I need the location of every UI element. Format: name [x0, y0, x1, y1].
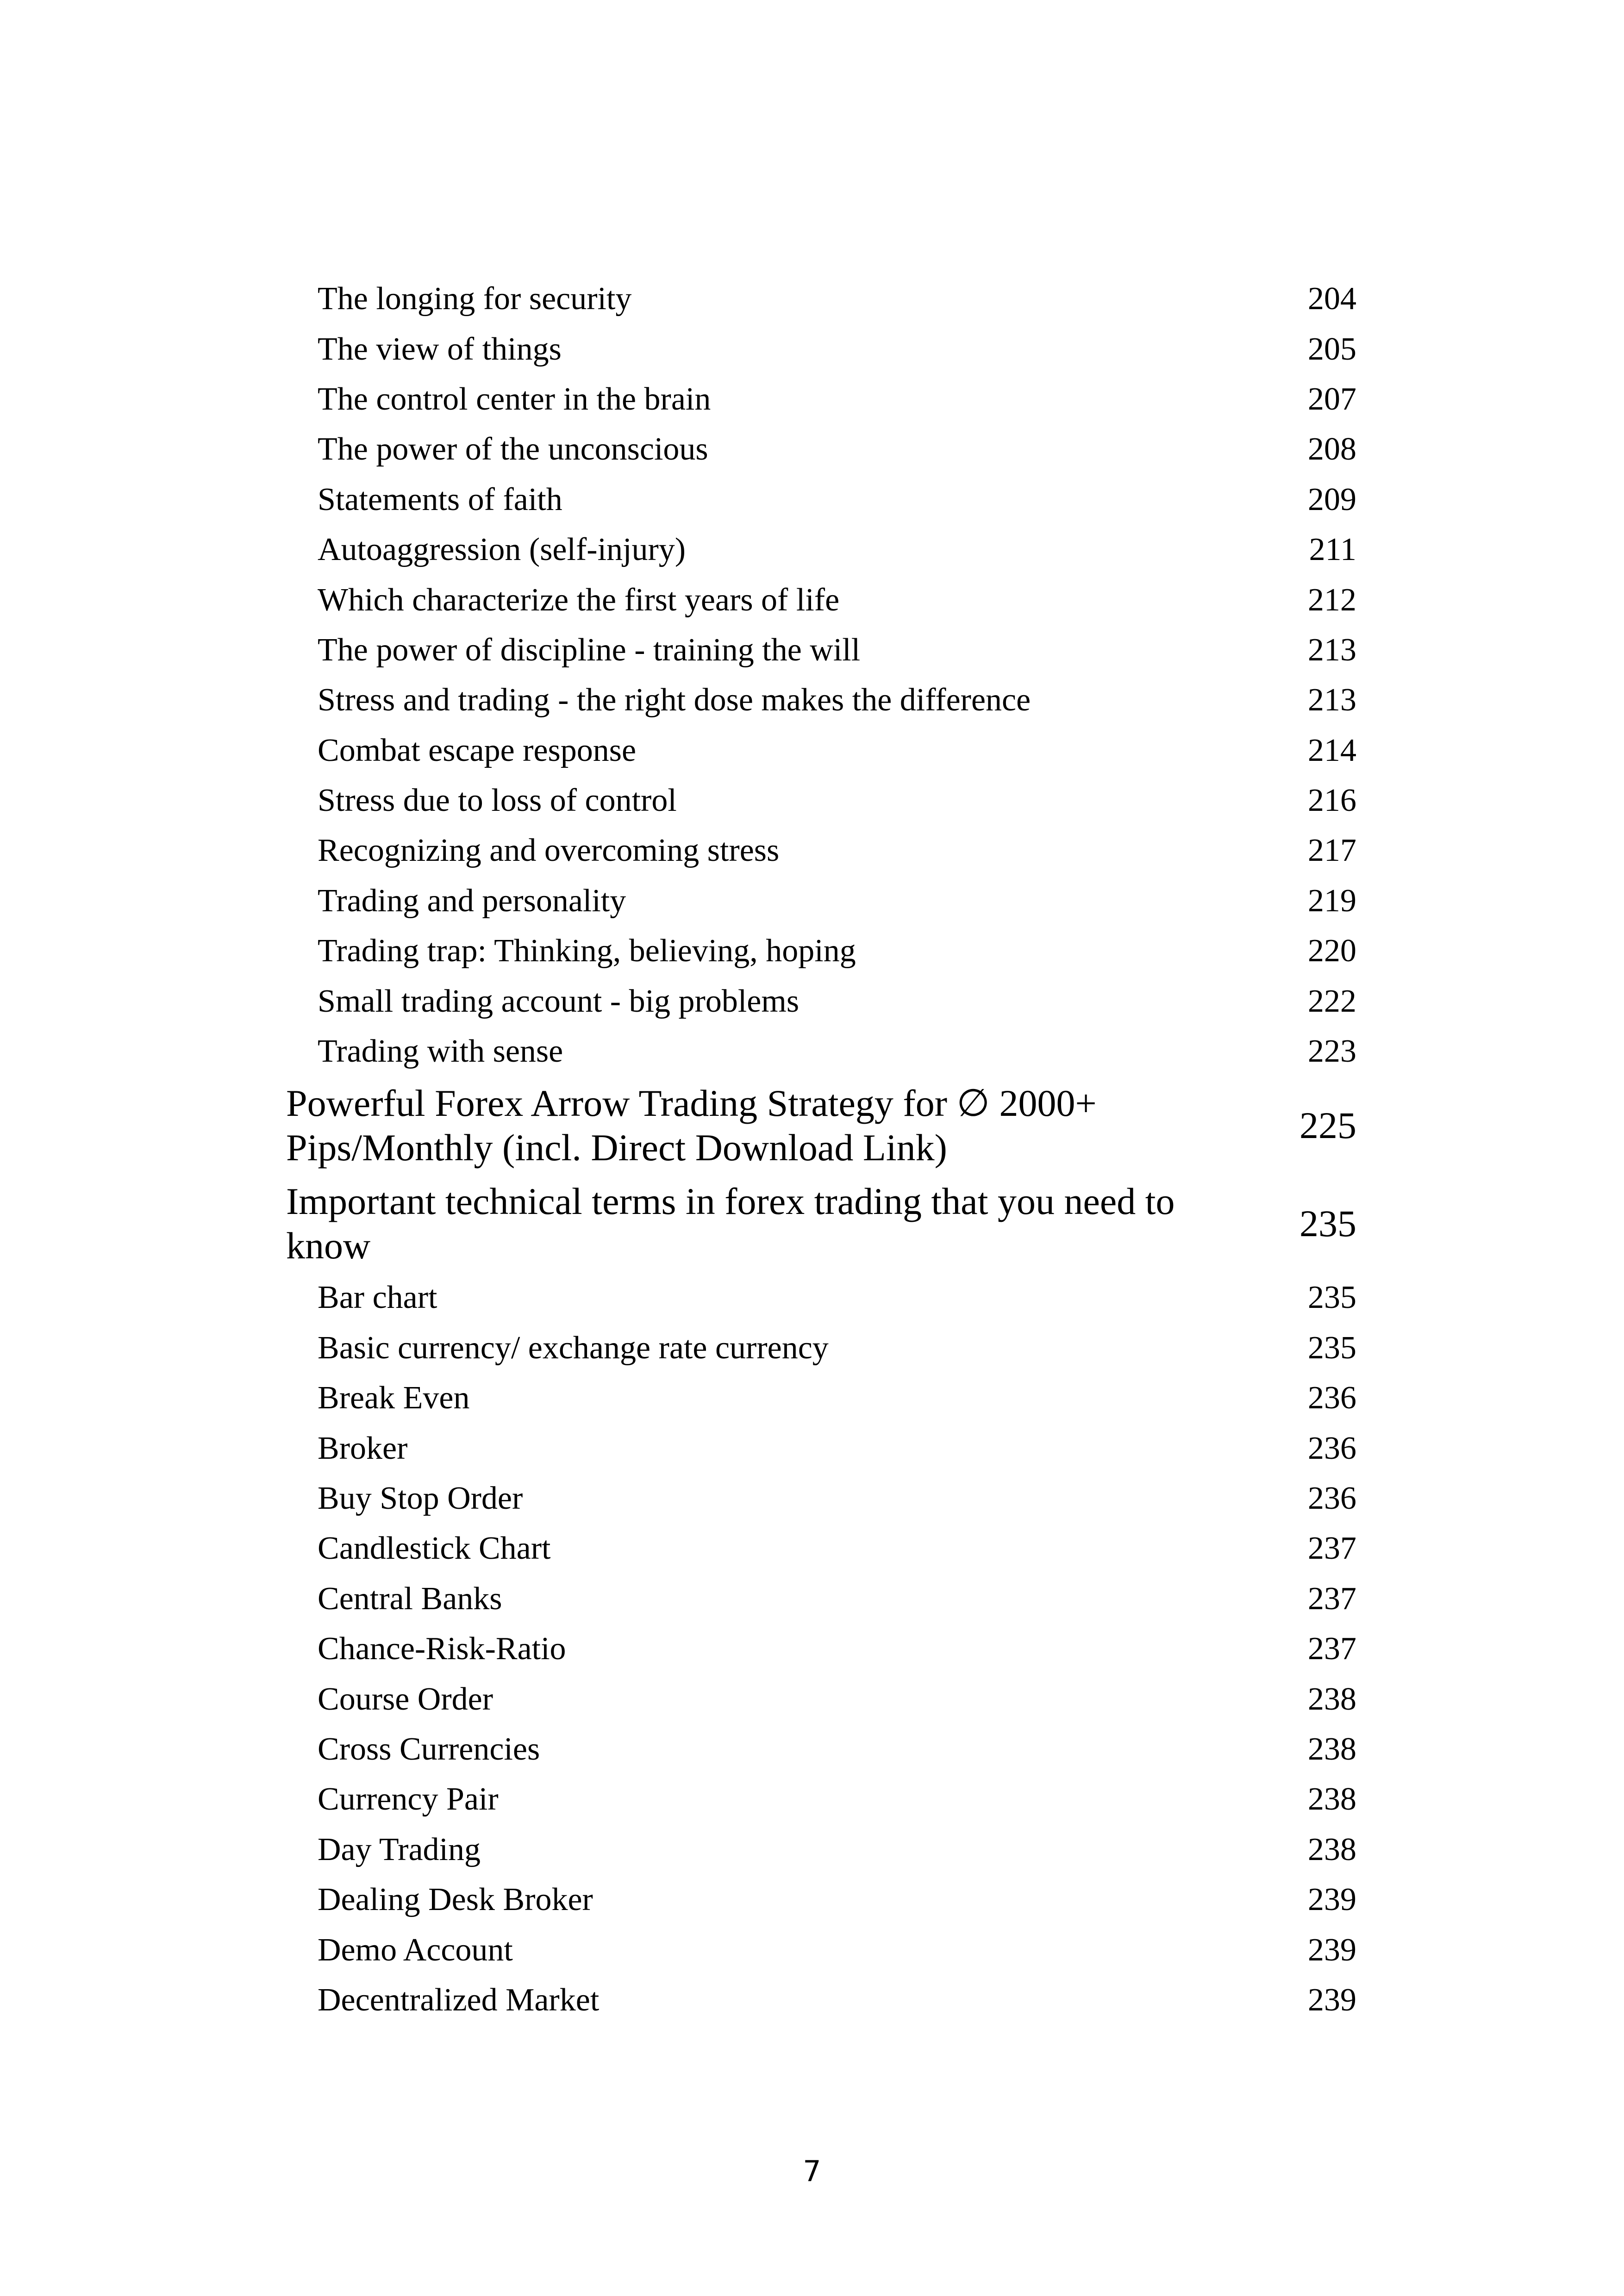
toc-entry-title: Central Banks [318, 1580, 502, 1617]
toc-entry[interactable] [286, 324, 1356, 374]
toc-chapter-page: 225 [1299, 1104, 1356, 1147]
toc-entry[interactable] [286, 1774, 1356, 1824]
toc-entry[interactable] [286, 1027, 1356, 1076]
toc-entry-page: 239 [1308, 1932, 1356, 1968]
toc-entry-title: Currency Pair [318, 1781, 499, 1817]
toc-entry-title: The power of discipline - training the will [318, 632, 861, 668]
toc-entry[interactable] [286, 675, 1356, 725]
toc-entry-title: Trading trap: Thinking, believing, hoping [318, 933, 856, 969]
toc-entry[interactable] [286, 1323, 1356, 1373]
toc-entry[interactable] [286, 625, 1356, 675]
toc-entry-page: 216 [1308, 783, 1356, 819]
table-of-contents [286, 274, 1356, 2025]
toc-entry[interactable] [286, 926, 1356, 976]
toc-entry-page: 223 [1308, 1033, 1356, 1070]
toc-entry-page: 237 [1308, 1531, 1356, 1567]
toc-entry[interactable] [286, 1524, 1356, 1574]
toc-entry[interactable] [286, 776, 1356, 826]
toc-entry[interactable] [286, 1574, 1356, 1624]
toc-entry[interactable] [286, 826, 1356, 876]
toc-chapter-page: 235 [1299, 1202, 1356, 1245]
toc-entry-title: The longing for security [318, 281, 632, 317]
toc-entry-title: Basic currency/ exchange rate currency [318, 1330, 829, 1366]
toc-entry-page: 236 [1308, 1380, 1356, 1416]
toc-entry-page: 222 [1308, 983, 1356, 1019]
toc-entry[interactable] [286, 1474, 1356, 1524]
toc-entry-title: Demo Account [318, 1932, 513, 1968]
toc-entry-page: 236 [1308, 1430, 1356, 1466]
toc-entry-title: Bar chart [318, 1280, 437, 1316]
toc-entry-page: 235 [1308, 1330, 1356, 1366]
toc-entry-title: Autoaggression (self-injury) [318, 532, 686, 568]
toc-entry-page: 212 [1308, 582, 1356, 618]
toc-entry-title: Day Trading [318, 1831, 481, 1867]
toc-entry[interactable] [286, 525, 1356, 575]
toc-entry-page: 220 [1308, 933, 1356, 969]
toc-entry-title: Candlestick Chart [318, 1531, 551, 1567]
toc-entry-page: 209 [1308, 481, 1356, 517]
toc-entry[interactable] [286, 374, 1356, 424]
toc-entry-page: 208 [1308, 431, 1356, 467]
toc-entry-title: Trading with sense [318, 1033, 563, 1070]
toc-entry-title: Buy Stop Order [318, 1481, 523, 1516]
toc-chapter-entry[interactable] [286, 1076, 1356, 1175]
toc-entry-title: Broker [318, 1430, 408, 1466]
toc-entry-title: Stress due to loss of control [318, 783, 677, 819]
toc-entry-title: Small trading account - big problems [318, 983, 800, 1019]
toc-entry[interactable] [286, 424, 1356, 474]
toc-entry-page: 207 [1308, 381, 1356, 417]
toc-entry-title: Chance-Risk-Ratio [318, 1631, 566, 1667]
page-number: 7 [803, 2154, 821, 2188]
toc-entry-page: 239 [1308, 1982, 1356, 2018]
toc-entry-page: 238 [1308, 1681, 1356, 1717]
toc-entry-title: Break Even [318, 1380, 470, 1416]
toc-entry-title: The control center in the brain [318, 381, 711, 417]
toc-entry[interactable] [286, 1975, 1356, 2025]
toc-entry-title: Which characterize the first years of life [318, 582, 840, 618]
toc-entry-title: Statements of faith [318, 481, 562, 517]
toc-entry[interactable] [286, 1875, 1356, 1925]
toc-entry-page: 213 [1308, 632, 1356, 668]
toc-entry-title: Recognizing and overcoming stress [318, 833, 780, 869]
toc-chapter-entry[interactable] [286, 1175, 1356, 1273]
toc-entry-title: Combat escape response [318, 732, 637, 768]
toc-entry[interactable] [286, 876, 1356, 926]
toc-entry[interactable] [286, 1373, 1356, 1423]
toc-entry-page: 238 [1308, 1831, 1356, 1867]
toc-entry-title: Cross Currencies [318, 1731, 540, 1767]
toc-entry-title: Stress and trading - the right dose makes the difference [318, 682, 1031, 718]
toc-entry-page: 237 [1308, 1580, 1356, 1617]
toc-entry-page: 217 [1308, 833, 1356, 869]
toc-entry[interactable] [286, 274, 1356, 324]
toc-entry[interactable] [286, 1674, 1356, 1724]
toc-entry-title: Decentralized Market [318, 1982, 600, 2018]
toc-entry-title: The view of things [318, 331, 562, 367]
toc-entry[interactable] [286, 575, 1356, 625]
toc-entry[interactable] [286, 1423, 1356, 1473]
toc-entry[interactable] [286, 1273, 1356, 1323]
toc-entry-title: The power of the unconscious [318, 431, 708, 467]
toc-entry[interactable] [286, 976, 1356, 1026]
toc-entry[interactable] [286, 1724, 1356, 1774]
toc-entry-title: Course Order [318, 1681, 493, 1717]
toc-chapter-title: Important technical terms in forex trading that you need to know [286, 1180, 1175, 1267]
toc-entry-page: 213 [1308, 682, 1356, 718]
toc-entry-page: 205 [1308, 331, 1356, 367]
toc-entry-page: 237 [1308, 1631, 1356, 1667]
toc-entry-page: 219 [1308, 883, 1356, 919]
toc-entry[interactable] [286, 475, 1356, 525]
toc-entry[interactable] [286, 1925, 1356, 1975]
toc-entry-page: 238 [1308, 1731, 1356, 1767]
toc-chapter-title: Powerful Forex Arrow Trading Strategy for ∅ 2000+ Pips/Monthly (incl. Direct Download Link) [286, 1082, 1097, 1169]
toc-entry-title: Dealing Desk Broker [318, 1882, 593, 1918]
toc-entry-page: 239 [1308, 1882, 1356, 1918]
toc-entry-page: 214 [1308, 732, 1356, 768]
toc-entry[interactable] [286, 1825, 1356, 1875]
toc-entry-page: 204 [1308, 281, 1356, 317]
toc-entry-page: 235 [1308, 1280, 1356, 1316]
toc-entry-page: 211 [1309, 532, 1356, 568]
toc-entry[interactable] [286, 1624, 1356, 1674]
toc-entry-page: 236 [1308, 1481, 1356, 1516]
toc-entry-page: 238 [1308, 1781, 1356, 1817]
toc-entry-title: Trading and personality [318, 883, 626, 919]
toc-entry[interactable] [286, 726, 1356, 776]
